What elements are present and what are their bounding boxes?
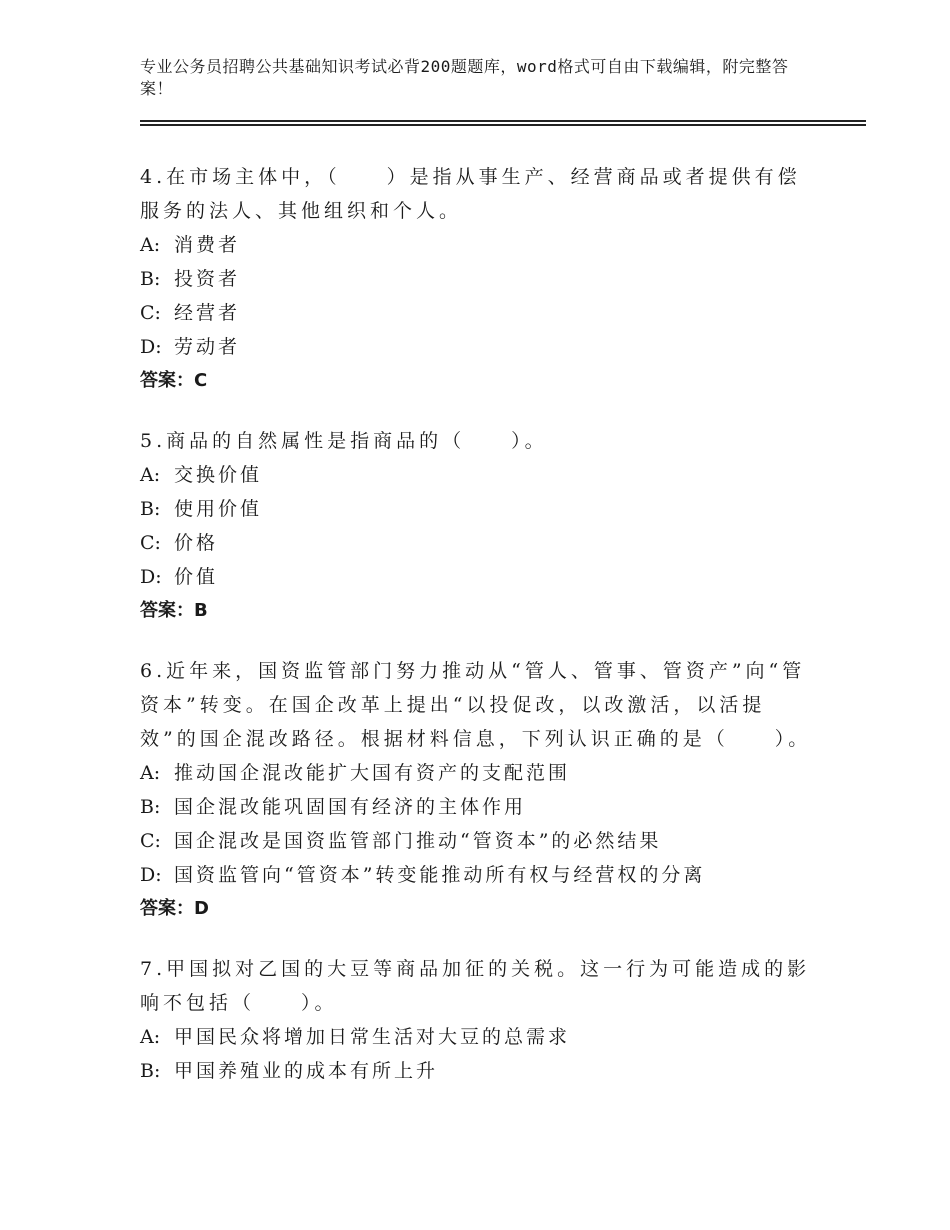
option-c	[140, 824, 820, 858]
answer-line: 答案：B	[140, 600, 208, 621]
option-text: 交换价值	[174, 464, 263, 486]
option-b	[140, 262, 820, 296]
option-text: 经营者	[174, 302, 241, 324]
option-letter: B:	[140, 796, 161, 818]
option-letter: A:	[140, 464, 161, 486]
question-stem: 6.近年来，国资监管部门努力推动从“管人、管事、管资产”向“管资本”转变。在国企改革上提出“以投促改，以改激活，以活提效”的国企混改路径。根据材料信息，下列认识正确的是（ ）。	[140, 660, 812, 750]
question-stem: 4.在市场主体中，（ ）是指从事生产、经营商品或者提供有偿服务的法人、其他组织和个人。	[140, 166, 801, 222]
option-a	[140, 1020, 820, 1054]
option-letter: C:	[140, 302, 161, 324]
option-letter: B:	[140, 1060, 161, 1082]
option-letter: A:	[140, 1026, 161, 1048]
document-header: 专业公务员招聘公共基础知识考试必背200题题库，word格式可自由下载编辑，附完整答案！	[140, 57, 789, 98]
option-text: 投资者	[174, 268, 241, 290]
option-letter: A:	[140, 234, 161, 256]
option-text: 劳动者	[174, 336, 241, 358]
question-7	[140, 952, 820, 1088]
option-b	[140, 790, 820, 824]
question-5	[140, 424, 820, 628]
option-letter: C:	[140, 830, 161, 852]
option-text: 消费者	[174, 234, 241, 256]
question-6	[140, 654, 820, 926]
answer-line: 答案：D	[140, 898, 209, 919]
option-text: 国资监管向“管资本”转变能推动所有权与经营权的分离	[174, 864, 706, 886]
option-letter: C:	[140, 532, 161, 554]
option-text: 甲国养殖业的成本有所上升	[174, 1060, 439, 1082]
question-list	[140, 160, 820, 1114]
option-letter: D:	[140, 864, 162, 886]
option-text: 使用价值	[174, 498, 263, 520]
option-c	[140, 296, 820, 330]
option-a	[140, 228, 820, 262]
option-letter: B:	[140, 498, 161, 520]
option-d	[140, 858, 820, 892]
option-text: 价格	[174, 532, 219, 554]
option-d	[140, 330, 820, 364]
answer-line: 答案：C	[140, 370, 208, 391]
option-b	[140, 1054, 820, 1088]
option-a	[140, 756, 820, 790]
question-stem: 5.商品的自然属性是指商品的（ ）。	[140, 430, 548, 452]
option-text: 国企混改是国资监管部门推动“管资本”的必然结果	[174, 830, 662, 852]
option-text: 推动国企混改能扩大国有资产的支配范围	[174, 762, 571, 784]
option-letter: B:	[140, 268, 161, 290]
option-letter: D:	[140, 336, 162, 358]
question-4	[140, 160, 820, 398]
option-a	[140, 458, 820, 492]
option-text: 价值	[174, 566, 219, 588]
option-d	[140, 560, 820, 594]
option-letter: A:	[140, 762, 161, 784]
question-stem: 7.甲国拟对乙国的大豆等商品加征的关税。这一行为可能造成的影响不包括（ ）。	[140, 958, 811, 1014]
header-divider	[140, 120, 866, 126]
option-c	[140, 526, 820, 560]
option-text: 甲国民众将增加日常生活对大豆的总需求	[174, 1026, 571, 1048]
option-b	[140, 492, 820, 526]
option-letter: D:	[140, 566, 162, 588]
option-text: 国企混改能巩固国有经济的主体作用	[174, 796, 527, 818]
